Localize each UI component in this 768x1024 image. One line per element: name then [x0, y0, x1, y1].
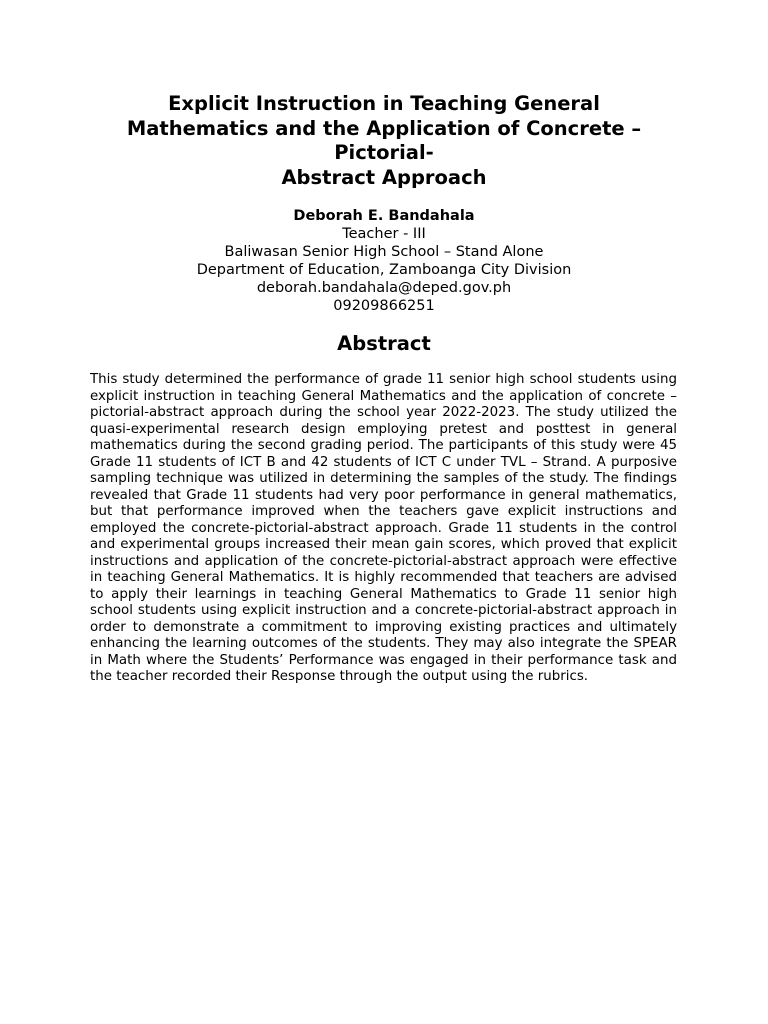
author-email: deborah.bandahala@deped.gov.ph — [256, 280, 512, 296]
title-line-4: Abstract Approach — [281, 165, 487, 189]
abstract-body: This study determined the performance of grade 11 senior high school students using explicit instruction in teaching General Mathematics and the application of concrete – pictorial-abstract approach during the school year 2022-2023. The study utilized the quasi-experimental research design employing pretest and posttest in general mathematics during the second grading period. The participants of this study were 45 Grade 11 students of ICT B and 42 students of ICT C under TVL – Strand. A purposive sampling technique was utilized in determining the samples of the study. The findings revealed that Grade 11 students had very poor performance in general mathematics, but that performance improved when the teachers gave explicit instructions and employed the concrete-pictorial-abstract approach. Grade 11 students in the control and experimental groups increased their mean gain scores, which proved that explicit instructions and application of the concrete-pictorial-abstract approach were effective in teaching General Mathematics. It is highly recommended that teachers are advised to apply their learnings in teaching General Mathematics to Grade 11 senior high school students using explicit instruction and a concrete-pictorial-abstract approach in order to demonstrate a commitment to improving existing practices and ultimately enhancing the learning outcomes of the students. They may also integrate the SPEAR in Math where the Students’ Performance was engaged in their performance task and the teacher recorded their Response through the output using the rubrics. — [90, 372, 677, 684]
title-line-2: Mathematics and the Application of Concrete – — [126, 116, 642, 140]
author-name: Deborah E. Bandahala — [293, 208, 475, 224]
title-line-3: Pictorial- — [334, 141, 434, 164]
author-info — [90, 207, 678, 315]
author-position: Teacher - III — [342, 226, 426, 242]
author-school: Baliwasan Senior High School – Stand Alone — [224, 244, 544, 260]
abstract-heading: Abstract — [337, 332, 431, 355]
title-line-1: Explicit Instruction in Teaching General — [168, 92, 600, 115]
paper-title — [90, 92, 678, 190]
author-phone: 09209866251 — [333, 298, 435, 314]
author-division: Department of Education, Zamboanga City Division — [196, 262, 572, 278]
